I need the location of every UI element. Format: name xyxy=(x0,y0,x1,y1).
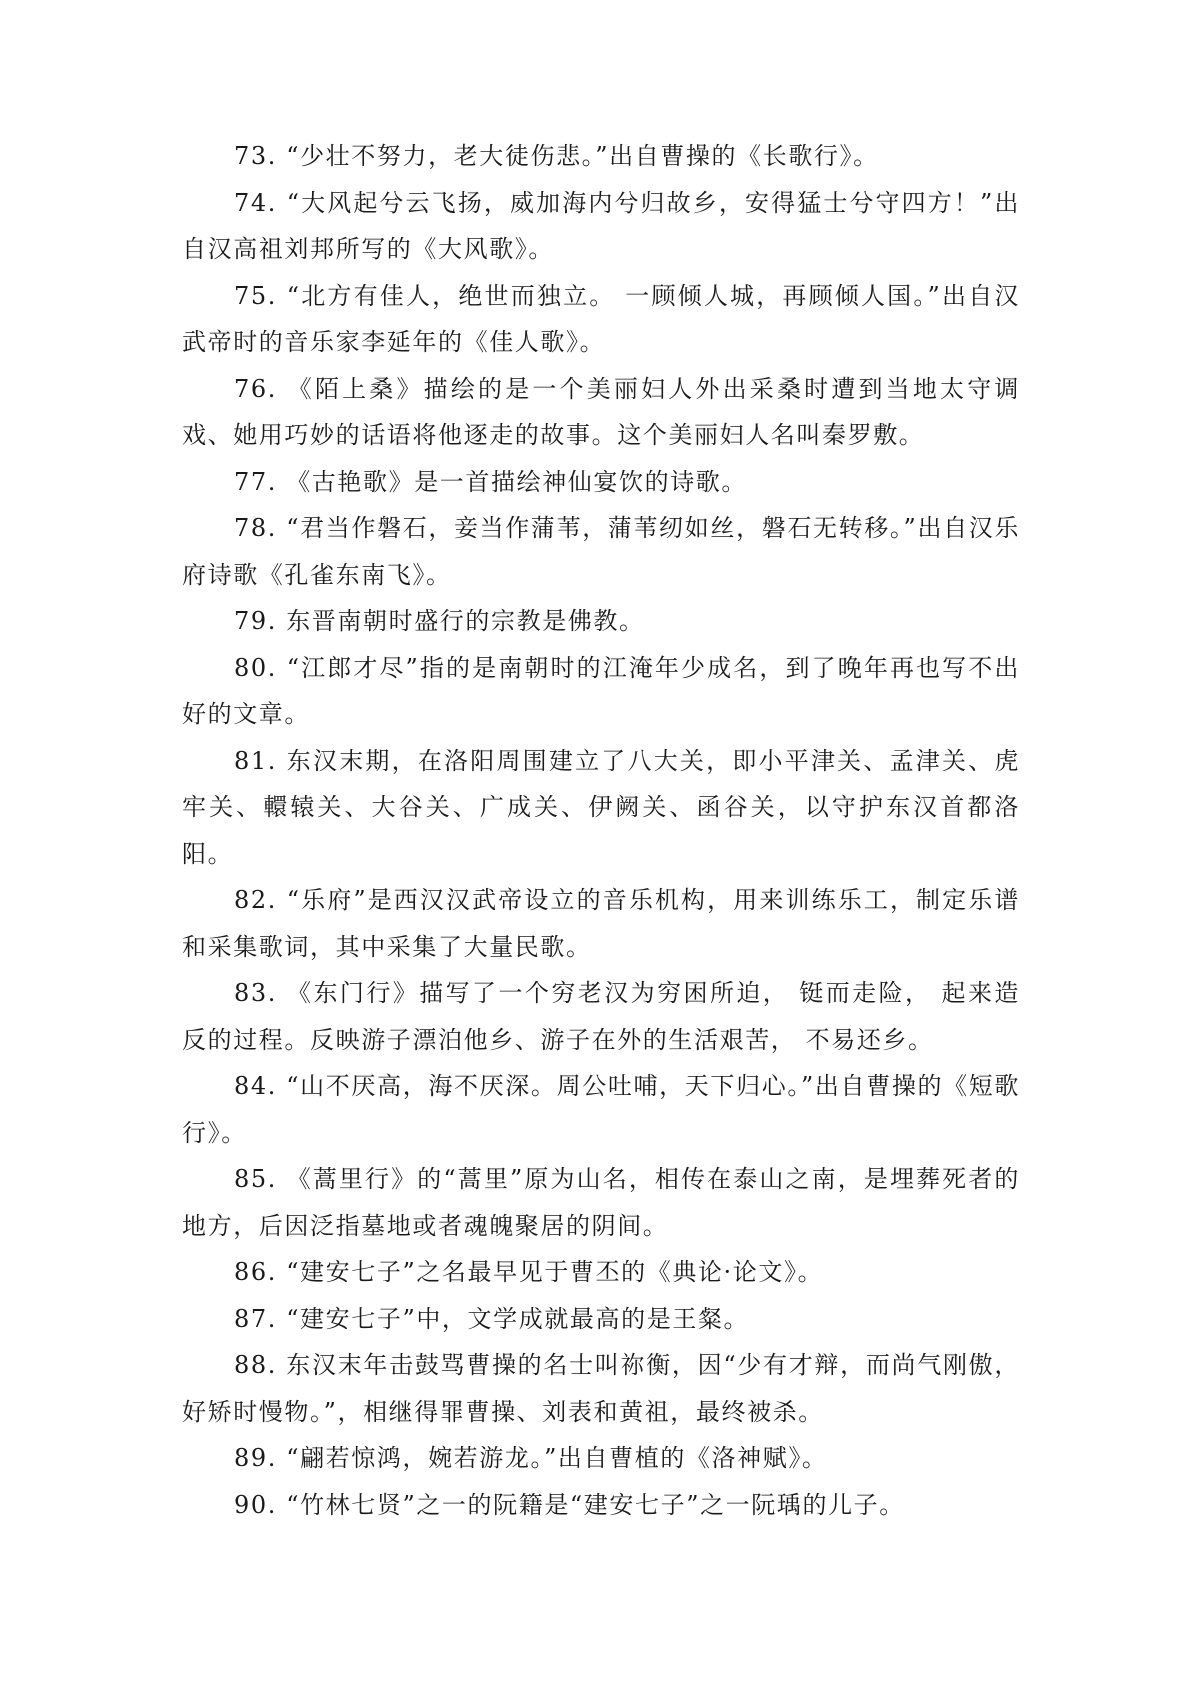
list-item-86: 86. “建安七子”之名最早见于曹丕的《典论·论文》。 xyxy=(234,1258,824,1286)
document-body xyxy=(182,133,1020,1528)
list-item-88: 88. 东汉末年击鼓骂曹操的名士叫祢衡，因“少有才辩，而尚气刚傲，好矫时慢物。”，相继得罪曹操、刘表和黄祖，最终被杀。 xyxy=(182,1351,1020,1426)
list-item-87: 87. “建安七子”中，文学成就最高的是王粲。 xyxy=(234,1304,750,1333)
list-item-82: 82. “乐府”是西汉汉武帝设立的音乐机构，用来训练乐工，制定乐谱和采集歌词，其中采集了大量民歌。 xyxy=(182,886,1020,961)
list-item-77: 77. 《古艳歌》是一首描绘神仙宴饮的诗歌。 xyxy=(234,467,747,496)
list-item-81: 81. 东汉末期，在洛阳周围建立了八大关，即小平津关、孟津关、虎牢关、轘辕关、大谷关、广成关、伊阙关、函谷关，以守护东汉首都洛阳。 xyxy=(182,746,1020,868)
list-item-83: 83. 《东门行》描写了一个穷老汉为穷困所迫， 铤而走险， 起来造反的过程。反映游子漂泊他乡、游子在外的生活艰苦， 不易还乡。 xyxy=(182,979,1020,1054)
list-item-84: 84. “山不厌高，海不厌深。周公吐哺，天下归心。”出自曹操的《短歌行》。 xyxy=(182,1072,1020,1147)
list-item-90: 90. “竹林七贤”之一的阮籍是“建安七子”之一阮瑀的儿子。 xyxy=(234,1490,905,1519)
list-item-76: 76. 《陌上桑》描绘的是一个美丽妇人外出采桑时遭到当地太守调戏、她用巧妙的话语将他逐走的故事。这个美丽妇人名叫秦罗敷。 xyxy=(182,374,1020,449)
list-item-78: 78. “君当作磐石，妾当作蒲苇，蒲苇纫如丝，磐石无转移。”出自汉乐府诗歌《孔雀东南飞》。 xyxy=(182,514,1020,589)
list-item-80: 80. “江郎才尽”指的是南朝时的江淹年少成名，到了晚年再也写不出好的文章。 xyxy=(182,653,1020,728)
list-item-75: 75. “北方有佳人，绝世而独立。 一顾倾人城，再顾倾人国。”出自汉武帝时的音乐家李延年的《佳人歌》。 xyxy=(182,281,1020,356)
list-item-89: 89. “翩若惊鸿，婉若游龙。”出自曹植的《洛神赋》。 xyxy=(234,1444,828,1472)
list-item-79: 79. 东晋南朝时盛行的宗教是佛教。 xyxy=(234,607,645,635)
list-item-85: 85. 《蒿里行》的“蒿里”原为山名，相传在泰山之南，是埋葬死者的地方，后因泛指墓地或者魂魄聚居的阴间。 xyxy=(182,1165,1020,1240)
list-item-73: 73. “少壮不努力，老大徒伤悲。”出自曹操的《长歌行》。 xyxy=(234,142,879,170)
list-item-74: 74. “大风起兮云飞扬，威加海内兮归故乡，安得猛士兮守四方！”出自汉高祖刘邦所写的《大风歌》。 xyxy=(182,188,1020,263)
